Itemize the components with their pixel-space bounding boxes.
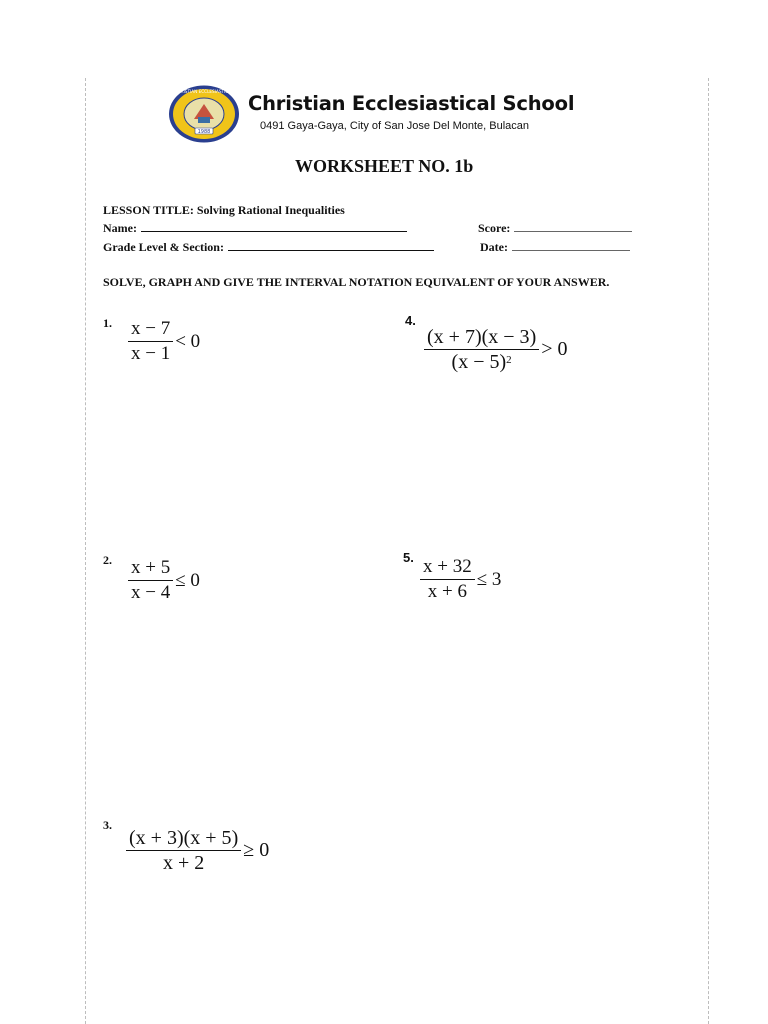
page-border-left bbox=[85, 78, 86, 1024]
problem-4-numerator: (x + 7)(x − 3) bbox=[427, 326, 537, 348]
problem-3-numerator: (x + 3)(x + 5) bbox=[129, 827, 239, 849]
date-field[interactable] bbox=[480, 240, 630, 255]
problem-3-fraction bbox=[126, 827, 241, 874]
problem-5-numerator: x + 32 bbox=[423, 556, 472, 577]
problem-2-relation: ≤ 0 bbox=[175, 569, 200, 591]
name-label: Name: bbox=[103, 221, 137, 235]
grade-label: Grade Level & Section: bbox=[103, 240, 224, 254]
school-address: 0491 Gaya-Gaya, City of San Jose Del Monte, Bulacan bbox=[260, 120, 530, 132]
problem-3-relation: ≥ 0 bbox=[243, 839, 270, 861]
problem-4-denominator-base: x − 5 bbox=[458, 351, 500, 373]
lesson-title: LESSON TITLE: Solving Rational Inequalities bbox=[103, 203, 345, 217]
problem-4-factor-b: x − 3 bbox=[488, 326, 530, 348]
score-label: Score: bbox=[478, 221, 511, 235]
problem-1-inequality bbox=[128, 318, 200, 365]
problem-1-number: 1. bbox=[103, 316, 112, 330]
school-seal-logo bbox=[167, 84, 241, 144]
problem-4-fraction bbox=[424, 326, 539, 373]
svg-text:1988: 1988 bbox=[197, 129, 211, 135]
svg-text:CHRISTIAN ECCLESIASTICAL: CHRISTIAN ECCLESIASTICAL bbox=[174, 89, 234, 94]
score-field[interactable] bbox=[478, 221, 632, 236]
problem-2-numerator: x + 5 bbox=[131, 557, 171, 578]
instructions: SOLVE, GRAPH AND GIVE THE INTERVAL NOTATION EQUIVALENT OF YOUR ANSWER. bbox=[103, 275, 610, 289]
problem-4-number: 4. bbox=[405, 313, 416, 328]
score-line[interactable] bbox=[514, 231, 632, 232]
problem-2-denominator: x − 4 bbox=[131, 582, 171, 603]
page-border-right bbox=[708, 78, 709, 1024]
problem-3-denominator: x + 2 bbox=[162, 852, 205, 874]
problem-2-inequality bbox=[128, 557, 200, 604]
fraction-bar bbox=[128, 341, 173, 342]
problem-1-relation: < 0 bbox=[175, 330, 201, 352]
problem-5-fraction bbox=[420, 556, 475, 603]
problem-2-fraction bbox=[128, 557, 173, 604]
problem-4-denominator: $(x - 5)^2$ bbox=[451, 351, 512, 373]
problem-1-denominator: x − 1 bbox=[131, 343, 171, 364]
grade-line[interactable] bbox=[228, 250, 434, 251]
school-name: Christian Ecclesiastical School bbox=[248, 92, 575, 115]
fraction-bar bbox=[420, 579, 475, 580]
problem-5-number: 5. bbox=[403, 550, 414, 565]
name-line[interactable] bbox=[141, 231, 407, 232]
problem-3-factor-b: x + 5 bbox=[190, 827, 232, 849]
problem-3-factor-a: x + 3 bbox=[135, 827, 177, 849]
date-line[interactable] bbox=[512, 250, 630, 251]
problem-4-relation: > 0 bbox=[541, 338, 568, 360]
problem-5-relation: ≤ 3 bbox=[476, 568, 502, 590]
problem-5-denominator: x + 6 bbox=[427, 581, 467, 602]
name-field[interactable] bbox=[103, 221, 407, 236]
fraction-bar bbox=[126, 850, 241, 851]
problem-1-fraction bbox=[128, 318, 173, 365]
grade-field[interactable] bbox=[103, 240, 434, 255]
problem-3-inequality bbox=[126, 827, 269, 874]
problem-4-factor-a: x + 7 bbox=[433, 326, 475, 348]
fraction-bar bbox=[424, 349, 539, 350]
problem-4-exponent: 2 bbox=[506, 354, 512, 366]
worksheet-title: WORKSHEET NO. 1b bbox=[295, 156, 474, 176]
problem-3-number: 3. bbox=[103, 818, 112, 832]
problem-4-inequality bbox=[424, 326, 568, 373]
date-label: Date: bbox=[480, 240, 508, 254]
problem-5-inequality bbox=[420, 556, 501, 603]
problem-2-number: 2. bbox=[103, 553, 112, 567]
fraction-bar bbox=[128, 580, 173, 581]
problem-1-numerator: x − 7 bbox=[131, 318, 171, 339]
